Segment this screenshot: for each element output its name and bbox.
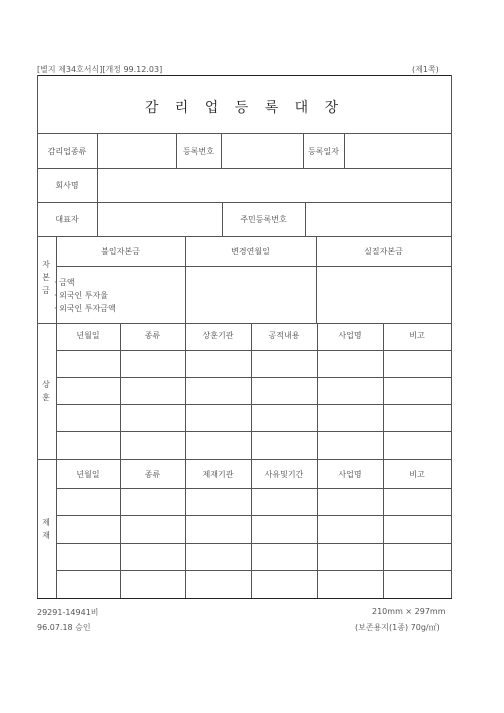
penalty-header-note: 비고 — [409, 470, 425, 479]
penalty-side-char-2: 재 — [42, 531, 50, 540]
regdate-label: 등록일자 — [308, 147, 339, 156]
award-header-merit: 공적내용 — [268, 331, 300, 340]
capital-side-char-3: 금 — [42, 286, 50, 295]
page-title: 감 리 업 등 록 대 장 — [144, 100, 345, 116]
award-col-sep-1 — [120, 323, 121, 459]
award-col-sep-5 — [383, 323, 384, 459]
capital-side-char-1: 자 — [42, 260, 50, 269]
penalty-side-char-1: 제 — [42, 518, 50, 527]
capital-bottom — [37, 323, 452, 324]
footer-approval: 96.07.18 승인 — [37, 623, 91, 632]
capital-side-char-2: 본 — [42, 273, 50, 282]
row3-bottom — [37, 236, 452, 237]
award-side-sep — [56, 323, 57, 459]
penalty-header-type: 종류 — [144, 470, 161, 479]
capital-side-label — [40, 258, 52, 297]
penalty-col-sep-5 — [383, 459, 384, 598]
row1-sep-3 — [221, 133, 222, 168]
page-number: (제1쪽) — [412, 65, 439, 74]
footer-paper-size: 210mm × 297mm — [372, 607, 446, 616]
capital-col3-header: 실질자본금 — [364, 247, 403, 256]
capital-item-foreign-amount: · 외국인 투자금액 — [54, 304, 116, 313]
award-side-char-1: 상 — [42, 380, 50, 389]
penalty-header-project: 사업명 — [338, 470, 362, 479]
award-col-sep-2 — [185, 323, 186, 459]
frame-bottom — [37, 598, 452, 599]
penalty-row-line-1 — [56, 488, 452, 489]
award-row-line-3 — [56, 404, 452, 405]
rep-label: 대표자 — [55, 215, 79, 224]
award-side-label — [40, 378, 52, 404]
type-label: 감리업종류 — [47, 147, 87, 156]
award-bottom — [37, 459, 452, 460]
frame-right — [451, 75, 452, 599]
footer-form-code: 29291-14941비 — [37, 608, 99, 617]
company-label: 회사명 — [55, 181, 79, 190]
award-header-agency: 상훈기관 — [202, 331, 234, 340]
penalty-col-sep-4 — [317, 459, 318, 598]
penalty-header-reason: 사유및기간 — [264, 470, 304, 479]
award-header-note: 비고 — [409, 331, 425, 340]
frame-top — [37, 75, 452, 76]
footer-paper-type: (보존용지(1종) 70g/㎡) — [355, 623, 440, 632]
row2-sep-1 — [97, 168, 98, 202]
penalty-col-sep-1 — [120, 459, 121, 598]
row1-bottom — [37, 168, 452, 169]
resid-label: 주민등록번호 — [240, 215, 287, 224]
award-col-sep-4 — [317, 323, 318, 459]
capital-col2-header: 변경연월일 — [231, 247, 270, 256]
title-divider — [37, 133, 452, 134]
row2-bottom — [37, 202, 452, 203]
regno-label: 등록번호 — [183, 147, 214, 156]
capital-header-bottom — [56, 266, 452, 267]
award-row-line-2 — [56, 377, 452, 378]
penalty-row-line-3 — [56, 543, 452, 544]
award-row-line-4 — [56, 431, 452, 432]
row1-sep-5 — [344, 133, 345, 168]
award-col-sep-3 — [251, 323, 252, 459]
penalty-col-sep-3 — [251, 459, 252, 598]
penalty-side-label — [40, 516, 52, 542]
capital-item-rate: · 외국인 투자율 — [54, 291, 108, 300]
award-header-type: 종류 — [144, 331, 161, 340]
form-number: [별지 제34호서식][개정 99.12.03] — [37, 65, 163, 74]
award-header-project: 사업명 — [338, 331, 362, 340]
award-side-char-2: 훈 — [42, 393, 50, 402]
capital-col1-header: 불입자본금 — [101, 247, 140, 256]
row3-sep-3 — [305, 202, 306, 236]
row3-sep-1 — [97, 202, 98, 236]
award-header-date: 년월일 — [76, 331, 100, 340]
penalty-col-sep-2 — [185, 459, 186, 598]
row1-sep-1 — [97, 133, 98, 168]
penalty-header-date: 년월일 — [76, 470, 100, 479]
penalty-row-line-2 — [56, 515, 452, 516]
penalty-header-agency: 제재기관 — [202, 470, 234, 479]
capital-item-amount: · 금액 — [54, 278, 75, 287]
award-row-line-1 — [56, 350, 452, 351]
penalty-row-line-4 — [56, 570, 452, 571]
